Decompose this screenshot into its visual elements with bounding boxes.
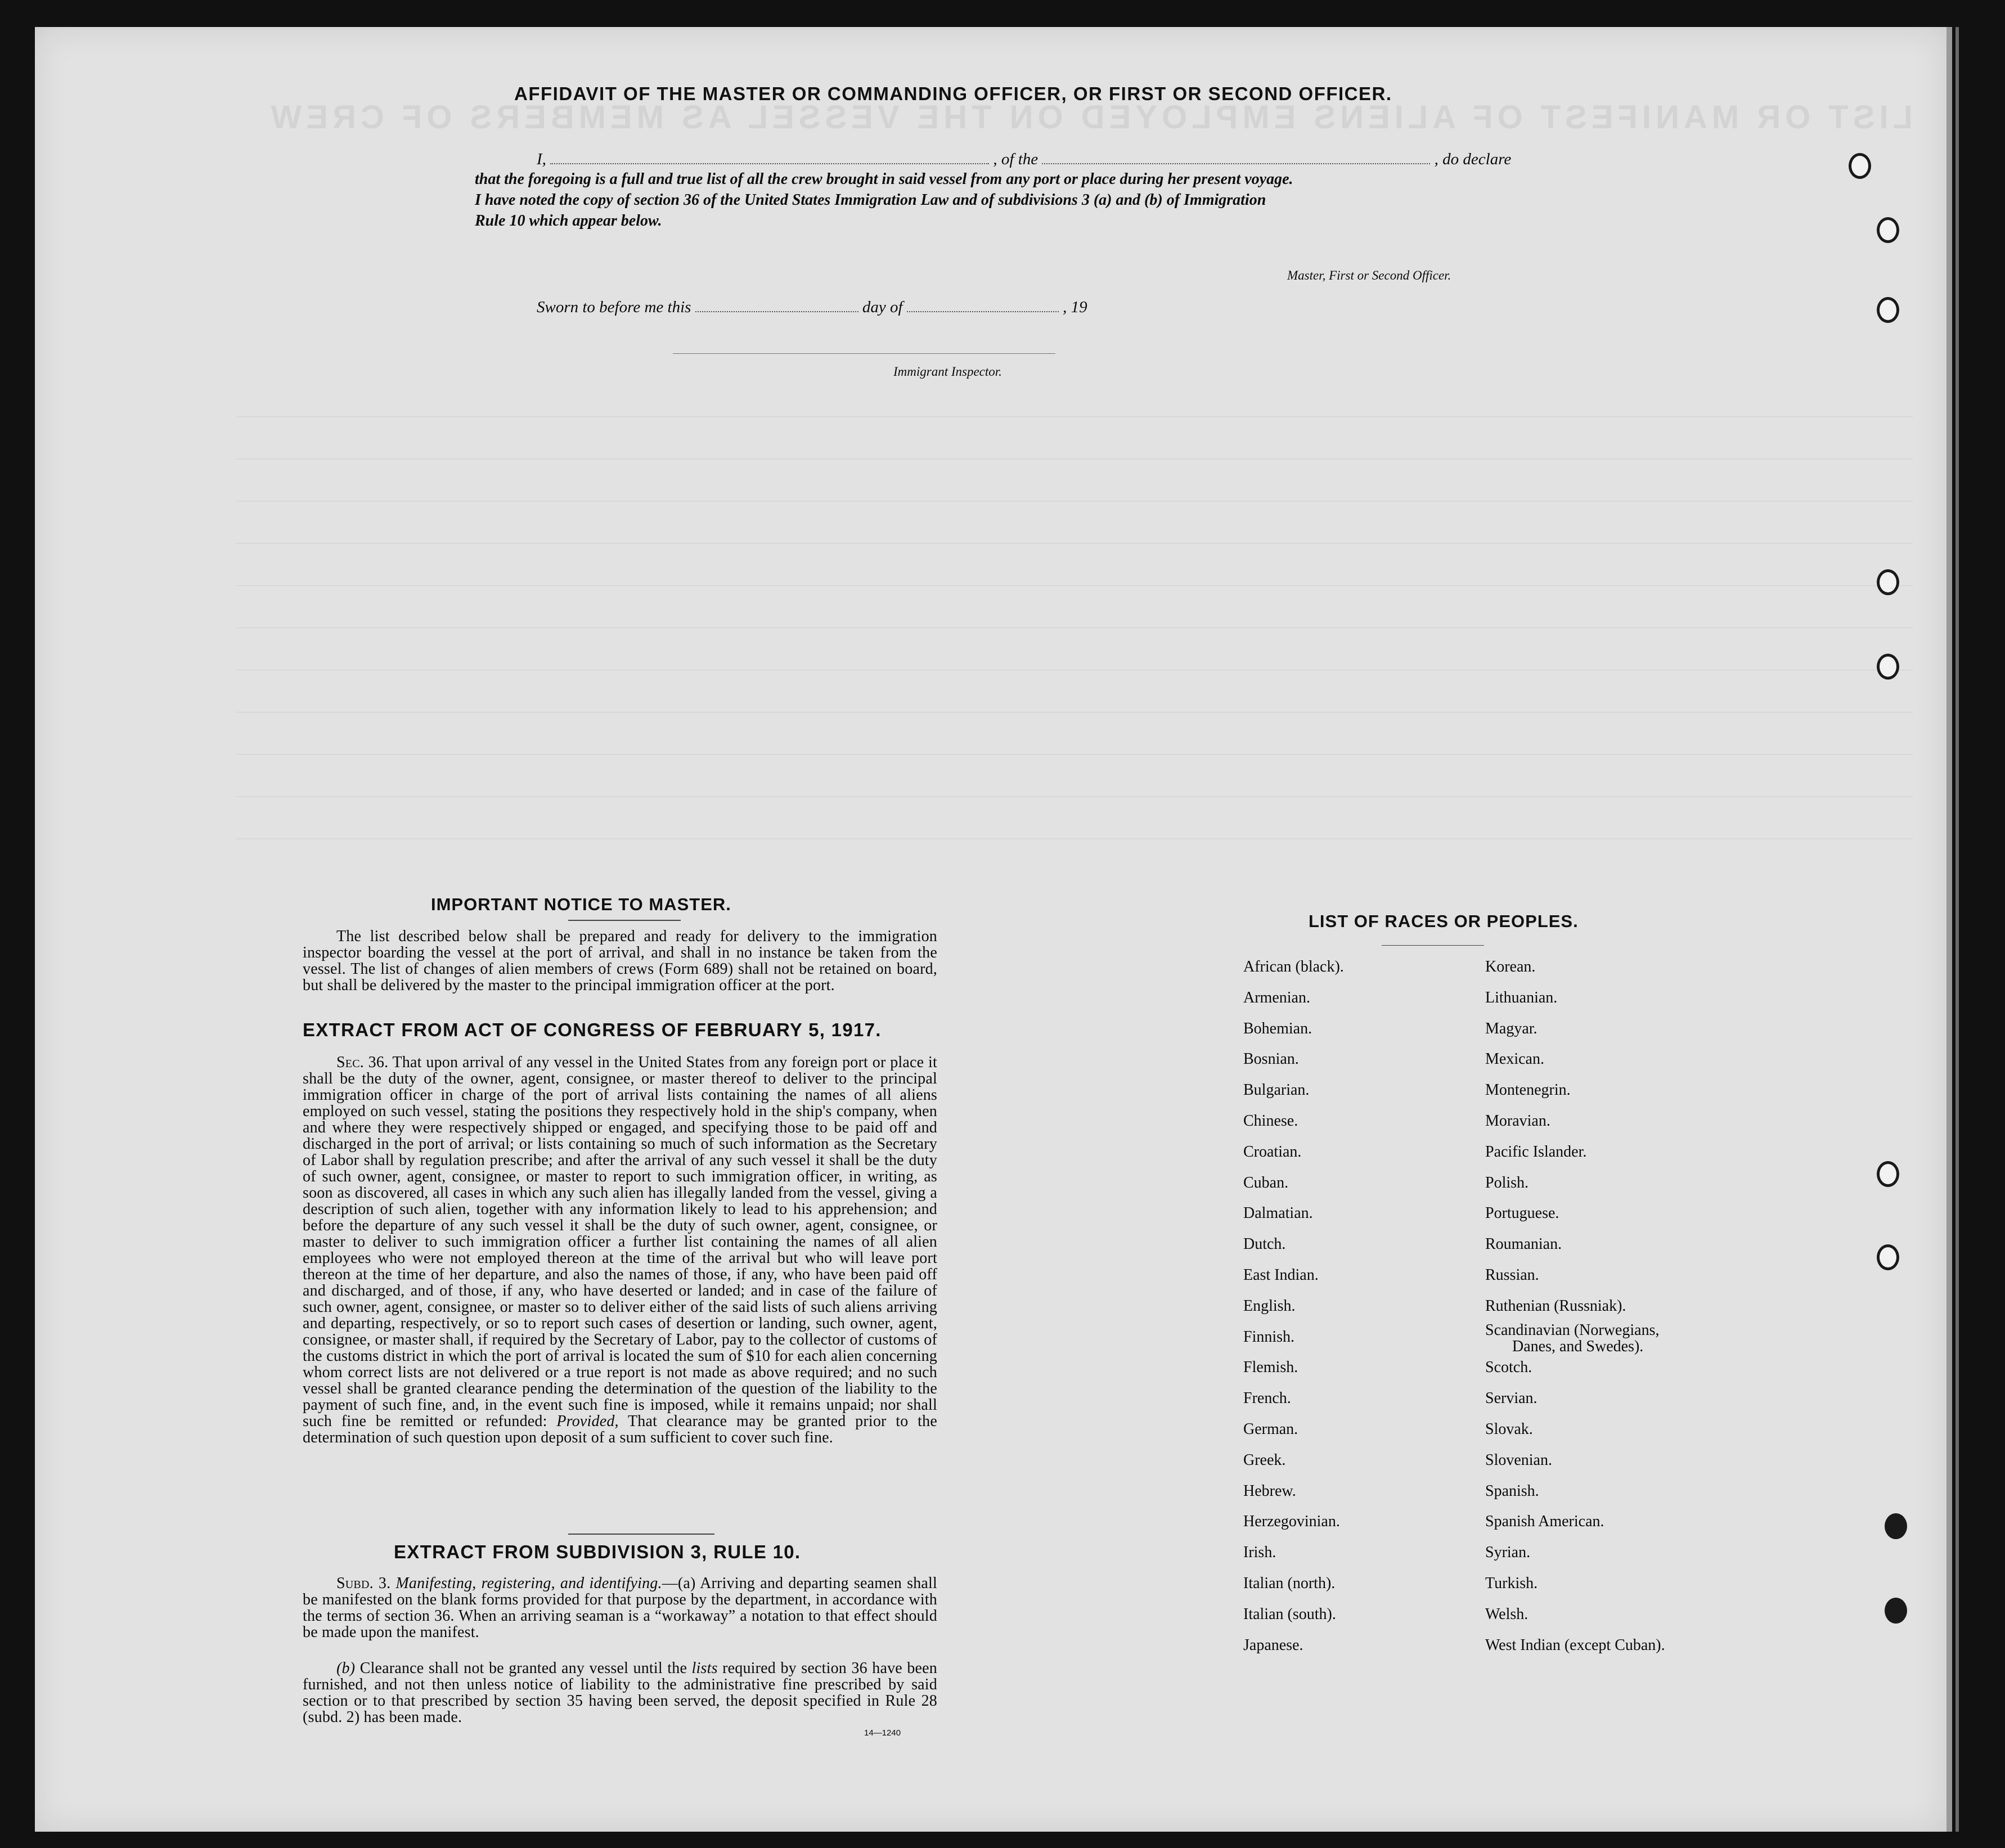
notice-body-text: The list described below shall be prepared and ready for delivery to the immigration inspector boarding the vessel at the port of arrival, and shall in no instance be taken from the vessel. The list of changes of alien members of crews (Form 689) shall not be retained on board, but shall be delivered by the master to the principal immigration officer at the port. [303, 928, 937, 994]
races-title: LIST OF RACES OR PEOPLES. [1309, 911, 1579, 931]
subd-para-b-part1: Clearance shall not be granted any vessel until the [359, 1660, 687, 1677]
race-item: Bohemian. [1243, 1019, 1312, 1037]
race-item: Syrian. [1485, 1544, 1531, 1562]
notice-body [303, 928, 937, 993]
signature-caption: Master, First or Second Officer. [1287, 268, 1451, 282]
race-item: Montenegrin. [1485, 1081, 1571, 1099]
subdivision-para-b [303, 1660, 937, 1725]
race-item: Portuguese. [1485, 1204, 1559, 1222]
act-body-end: That clearance may be granted prior to the determination of such question upon deposit of a sum sufficient to cover such fine. [303, 1413, 937, 1446]
binder-hole [1877, 1244, 1899, 1270]
affidavit-line-3: I have noted the copy of section 36 of the United States Immigration Law and of subdivisions 3 (a) and (b) of Immigration [475, 191, 1266, 209]
vessel-blank [1042, 163, 1430, 164]
race-item: Bosnian. [1243, 1050, 1299, 1068]
inspector-signature-line [673, 353, 1055, 354]
race-item: Spanish. [1485, 1482, 1539, 1500]
act-provided-word: Provided, [556, 1413, 619, 1430]
subd-label: Subd. 3. [336, 1575, 391, 1592]
race-item: English. [1243, 1297, 1296, 1315]
race-item: Italian (north). [1243, 1574, 1336, 1592]
race-item [1485, 1322, 1665, 1353]
day-blank [695, 311, 858, 312]
race-item: Bulgarian. [1243, 1081, 1310, 1099]
binder-hole [1885, 1513, 1907, 1539]
binder-hole [1877, 569, 1899, 595]
race-item: Scotch. [1485, 1359, 1532, 1377]
act-section-label: Sec. 36. [336, 1054, 389, 1071]
race-item: German. [1243, 1420, 1298, 1438]
race-item: Roumanian. [1485, 1235, 1562, 1253]
race-item: Italian (south). [1243, 1605, 1336, 1623]
race-item: Chinese. [1243, 1112, 1298, 1130]
act-extract-title: EXTRACT FROM ACT OF CONGRESS OF FEBRUARY 5, 1917. [303, 1019, 882, 1040]
binder-hole [1877, 217, 1899, 243]
race-item: Dutch. [1243, 1235, 1286, 1253]
race-item: Korean. [1485, 958, 1536, 975]
race-item: Turkish. [1485, 1574, 1538, 1592]
race-item: Irish. [1243, 1544, 1276, 1562]
affidavit-line-2: that the foregoing is a full and true list of all the crew brought in said vessel from any port or place during her present voyage. [475, 170, 1293, 188]
notice-title-rule [568, 920, 681, 921]
affidavit-i: I, [537, 150, 546, 168]
bleed-through-title: LIST OR MANIFEST OF ALIENS EMPLOYED ON THE VESSEL AS MEMBERS OF CREW [266, 99, 1913, 136]
affidavit-of-the: , of the [993, 150, 1039, 168]
name-blank [550, 163, 989, 164]
race-item-scandinavian: Scandinavian (Norwegians, [1485, 1321, 1660, 1339]
races-right-column [1485, 952, 1665, 1661]
race-item: Ruthenian (Russniak). [1485, 1297, 1626, 1315]
race-item: Croatian. [1243, 1143, 1302, 1161]
races-title-rule [1382, 945, 1484, 946]
subd-para-b-lists: lists [691, 1660, 718, 1677]
race-item: French. [1243, 1390, 1291, 1408]
page-edge-right [1946, 27, 1952, 1832]
affidavit-line-4: Rule 10 which appear below. [475, 212, 662, 230]
race-item: Pacific Islander. [1485, 1143, 1587, 1161]
sworn-line [537, 298, 1087, 317]
affidavit-declaration-line [475, 150, 1511, 169]
race-item: Armenian. [1243, 988, 1310, 1006]
subdivision-extract-title: EXTRACT FROM SUBDIVISION 3, RULE 10. [394, 1541, 801, 1562]
race-item: East Indian. [1243, 1266, 1319, 1284]
binder-hole [1877, 297, 1899, 323]
sworn-text: Sworn to before me this [537, 298, 691, 316]
subd-heading: Manifesting, registering, and identifying. [395, 1575, 662, 1592]
race-item: Magyar. [1485, 1019, 1538, 1037]
month-blank [907, 311, 1059, 312]
act-extract-body [303, 1054, 937, 1446]
race-item: Greek. [1243, 1451, 1286, 1469]
race-item: Dalmatian. [1243, 1204, 1313, 1222]
race-item: Welsh. [1485, 1605, 1529, 1623]
form-number: 14—1240 [864, 1728, 901, 1738]
race-item: Moravian. [1485, 1112, 1550, 1130]
year-prefix: , 19 [1063, 298, 1087, 316]
notice-title: IMPORTANT NOTICE TO MASTER. [431, 894, 731, 914]
day-of-text: day of [862, 298, 903, 316]
race-item: Servian. [1485, 1390, 1538, 1408]
race-item: Polish. [1485, 1173, 1529, 1191]
subd-para-b-label: (b) [336, 1660, 356, 1677]
inspector-caption: Immigrant Inspector. [893, 365, 1002, 379]
races-left-column [1243, 952, 1344, 1661]
race-item: West Indian (except Cuban). [1485, 1636, 1665, 1654]
race-item: Herzegovinian. [1243, 1513, 1340, 1531]
subd-para-b-part2: required by section 36 have been furnished, and not then unless notice of liability to the administrative fine prescribed by said section or to that prescribed by section 35 having been served, the deposit specified in Rule 28 (subd. 2) has been made. [303, 1660, 937, 1726]
race-item-scandinavian-cont: Danes, and Swedes). [1512, 1337, 1644, 1355]
affidavit-title: AFFIDAVIT OF THE MASTER OR COMMANDING OFFICER, OR FIRST OR SECOND OFFICER. [514, 83, 1392, 104]
race-item: Finnish. [1243, 1328, 1295, 1346]
race-item: Lithuanian. [1485, 988, 1558, 1006]
act-end-rule [568, 1534, 714, 1535]
binder-hole [1877, 1161, 1899, 1187]
race-item: Russian. [1485, 1266, 1539, 1284]
race-item: Slovak. [1485, 1420, 1533, 1438]
race-item: Mexican. [1485, 1050, 1544, 1068]
race-item: Japanese. [1243, 1636, 1303, 1654]
race-item: Slovenian. [1485, 1451, 1552, 1469]
race-item: Flemish. [1243, 1359, 1298, 1377]
race-item: Hebrew. [1243, 1482, 1296, 1500]
binder-hole [1885, 1598, 1907, 1624]
race-item: Spanish American. [1485, 1513, 1604, 1531]
page-edge-right-2 [1955, 27, 1959, 1832]
race-item: Cuban. [1243, 1173, 1289, 1191]
race-item: African (black). [1243, 958, 1344, 975]
affidavit-do-declare: , do declare [1434, 150, 1512, 168]
binder-hole [1849, 153, 1871, 179]
act-body-text: That upon arrival of any vessel in the United States from any foreign port or place it shall be the duty of the owner, agent, consignee, or master thereof to deliver to the principal immigration officer in charge of the port of arrival lists containing the names of all aliens employed on such vessel, stating the positions they respectively hold in the ship's company, when and where they were respectively shipped or engaged, and specifying those to be paid off and discharged in the port of arrival; or lists containing so much of such information as the Secretary of Labor shall by regulation prescribe; and after the arrival of any such vessel it shall be the duty of such owner, agent, consignee, or master to report to such immigration officer, in writing, as soon as discovered, all cases in which any such alien has illegally landed from the vessel, giving a description of such alien, together with any information likely to lead to his apprehension; and before the departure of any such vessel it shall be the duty of such owner, agent, consignee, or master to deliver to such immigration officer a further list containing the names of all alien employees who were not employed thereon at the time of the arrival but who will leave port thereon at the time of her departure, and also the names of those, if any, who have been paid off and discharged, and of those, if any, who have deserted or landed; and in case of the failure of such owner, agent, consignee, or master so to deliver either of the said lists of such aliens arriving and departing, respectively, or so to report such cases of desertion or landing, such owner, agent, consignee, or master shall, if required by the Secretary of Labor, pay to the collector of customs of the customs district in which the port of arrival is located the sum of $10 for each alien concerning whom correct lists are not delivered or a true report is not made as above required; and no such vessel shall be granted clearance pending the determination of the question of the liability to the payment of such fine, and, in the event such fine is imposed, while it remains unpaid; nor shall such fine be remitted or refunded: [303, 1054, 937, 1430]
subdivision-para-a [303, 1575, 937, 1640]
subd-para-a-text: —(a) Arriving and departing seamen shall be manifested on the blank forms provided for that purpose by the department, in accordance with the terms of section 36. When an arriving seaman is a “workaway” a notation to that effect should be made upon the manifest. [303, 1575, 937, 1641]
binder-hole [1877, 654, 1899, 680]
